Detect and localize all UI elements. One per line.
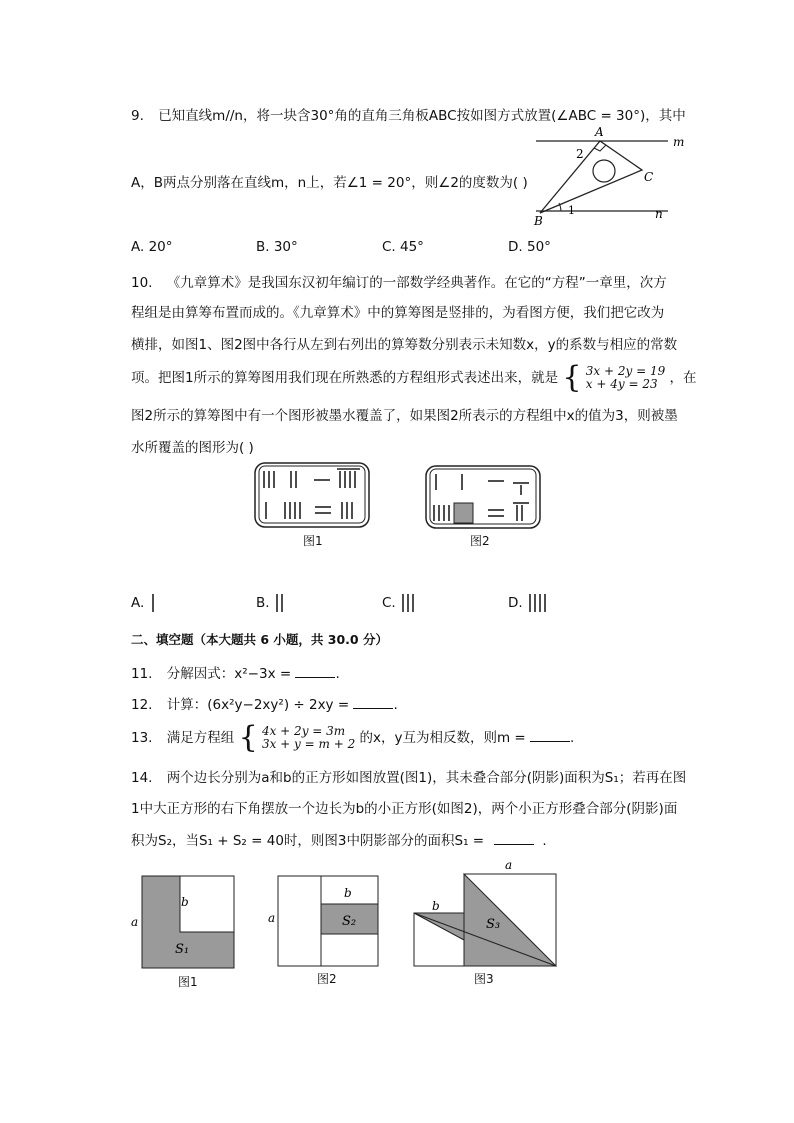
q9-text-line1: 已知直线m//n，将一块含30°角的直角三角板ABC按如图方式放置(∠ABC = 30°)，其中 bbox=[158, 108, 686, 124]
rod-3-icon bbox=[400, 593, 416, 613]
q9-option-c[interactable]: C. 45° bbox=[382, 239, 424, 255]
q14-text-line3: 积为S₂，当S₁ + S₂ = 40时，则图3中阴影部分的面积S₁ = bbox=[131, 833, 489, 849]
q10-option-d-label: D. bbox=[508, 595, 523, 611]
q14-line1 bbox=[131, 766, 686, 786]
fig1-label-a: a bbox=[131, 915, 139, 929]
q11-text: 分解因式：x²−3x = bbox=[166, 666, 296, 682]
q9-number: 9. bbox=[131, 108, 144, 124]
q13-eq1: 4x + 2y = 3m bbox=[261, 724, 346, 738]
brace: { bbox=[562, 360, 582, 395]
q10-option-b-label: B. bbox=[256, 595, 270, 611]
q10-option-a[interactable] bbox=[131, 593, 159, 613]
q14-text-line1: 两个边长分别为a和b的正方形如图放置(图1)，其未叠合部分(阴影)面积为S₁；若再在图 bbox=[166, 770, 687, 786]
triangle-hole bbox=[593, 160, 615, 182]
q14-line3 bbox=[131, 829, 547, 849]
q10-option-c-label: C. bbox=[382, 595, 396, 611]
q10-text-line1: 《九章算术》是我国东汉初年编订的一部数学经典著作。在它的“方程”一章里，次方 bbox=[166, 275, 667, 291]
q14-answer-blank[interactable] bbox=[494, 830, 534, 845]
q10-option-d[interactable] bbox=[508, 593, 547, 613]
q9-option-a[interactable]: A. 20° bbox=[131, 239, 173, 255]
fig3-label-s3: S₃ bbox=[486, 917, 501, 932]
fig3-label-a: a bbox=[505, 860, 513, 872]
q13-prefix: 满足方程组 bbox=[166, 730, 235, 746]
q10-equation-system bbox=[562, 360, 666, 395]
q11-answer-blank[interactable] bbox=[295, 663, 335, 678]
fig2-label-b: b bbox=[344, 886, 352, 900]
q10-option-a-label: A. bbox=[131, 595, 145, 611]
q10-line1 bbox=[131, 271, 667, 291]
q10-line6: 水所覆盖的图形为( ) bbox=[131, 440, 254, 456]
q10-line5: 图2所示的算筹图中有一个图形被墨水覆盖了，如果图2所表示的方程组中x的值为3，则被墨 bbox=[131, 408, 678, 424]
q13 bbox=[131, 720, 575, 755]
q12-answer-blank[interactable] bbox=[353, 694, 393, 709]
q11-number: 11. bbox=[131, 666, 153, 682]
q10-text-line4a: 项。把图1所示的算筹图用我们现在所熟悉的方程组形式表述出来，就是 bbox=[131, 370, 559, 386]
section2-title: 二、填空题（本大题共 6 小题，共 30.0 分） bbox=[131, 632, 388, 647]
q10-fig1-caption: 图1 bbox=[303, 534, 323, 548]
label-B: B bbox=[534, 214, 543, 228]
label-2: 2 bbox=[576, 147, 584, 161]
fig1-label-s1: S₁ bbox=[175, 942, 190, 957]
rod-4-icon bbox=[527, 593, 547, 613]
q9-triangle-figure bbox=[528, 124, 698, 229]
q14-fig2-caption: 图2 bbox=[317, 972, 337, 986]
q14-end: . bbox=[542, 833, 547, 849]
q10-number: 10. bbox=[131, 275, 153, 291]
label-C: C bbox=[644, 170, 654, 184]
q13-answer-blank[interactable] bbox=[530, 727, 570, 742]
q9-line1 bbox=[131, 104, 686, 124]
fig1-label-b: b bbox=[181, 895, 189, 909]
q12-end: . bbox=[393, 697, 398, 713]
ink-covered-figure bbox=[454, 503, 473, 523]
label-A: A bbox=[595, 125, 604, 139]
q11-end: . bbox=[335, 666, 340, 682]
q10-eq1: 3x + 2y = 19 bbox=[585, 364, 666, 378]
label-n: n bbox=[655, 207, 663, 221]
q14-fig1 bbox=[131, 876, 234, 968]
q14-figures bbox=[125, 860, 575, 990]
q14-number: 14. bbox=[131, 770, 153, 786]
q10-rod-figure-1 bbox=[254, 462, 370, 528]
q13-eq2: 3x + y = m + 2 bbox=[261, 737, 356, 751]
q14-fig1-caption: 图1 bbox=[178, 975, 198, 989]
q10-option-b[interactable] bbox=[256, 593, 286, 613]
triangle-abc bbox=[540, 141, 642, 213]
q10-eq2: x + 4y = 23 bbox=[585, 377, 658, 391]
q12-text: 计算：(6x²y−2xy²) ÷ 2xy = bbox=[166, 697, 354, 713]
q14-fig3 bbox=[414, 860, 556, 966]
rod-1-icon bbox=[149, 593, 159, 613]
q11 bbox=[131, 662, 340, 682]
q10-fig2-caption: 图2 bbox=[470, 534, 490, 548]
q13-end: . bbox=[570, 730, 575, 746]
rod-2-icon bbox=[274, 593, 286, 613]
q9-line2: A，B两点分别落在直线m，n上，若∠1 = 20°，则∠2的度数为( ) bbox=[131, 175, 528, 191]
q10-text-line4b: ，在 bbox=[669, 370, 697, 386]
label-1: 1 bbox=[568, 204, 575, 217]
q10-rod-figure-2 bbox=[425, 465, 541, 529]
fig2-label-a: a bbox=[268, 911, 276, 925]
q10-line4 bbox=[131, 360, 697, 395]
fig3-label-b: b bbox=[432, 899, 440, 913]
q10-line2: 程组是由算筹布置而成的。《九章算术》中的算筹图是竖排的，为看图方便，我们把它改为 bbox=[131, 305, 665, 321]
q14-line2: 1中大正方形的右下角摆放一个边长为b的小正方形(如图2)，两个小正方形叠合部分(阴影)面 bbox=[131, 801, 678, 817]
q10-option-c[interactable] bbox=[382, 593, 416, 613]
q10-line3: 横排，如图1、图2图中各行从左到右列出的算筹数分别表示未知数x，y的系数与相应的常数 bbox=[131, 337, 678, 353]
q12-number: 12. bbox=[131, 697, 153, 713]
q9-option-b[interactable]: B. 30° bbox=[256, 239, 298, 255]
q14-fig3-caption: 图3 bbox=[474, 972, 494, 986]
q14-fig2 bbox=[268, 876, 378, 966]
label-m: m bbox=[673, 135, 685, 149]
q13-suffix: 的x，y互为相反数，则m = bbox=[359, 730, 531, 746]
q12 bbox=[131, 693, 398, 713]
q9-option-d[interactable]: D. 50° bbox=[508, 239, 551, 255]
q13-number: 13. bbox=[131, 730, 153, 746]
q13-equation-system bbox=[238, 720, 356, 755]
fig2-label-s2: S₂ bbox=[342, 914, 357, 929]
brace: { bbox=[238, 720, 258, 755]
